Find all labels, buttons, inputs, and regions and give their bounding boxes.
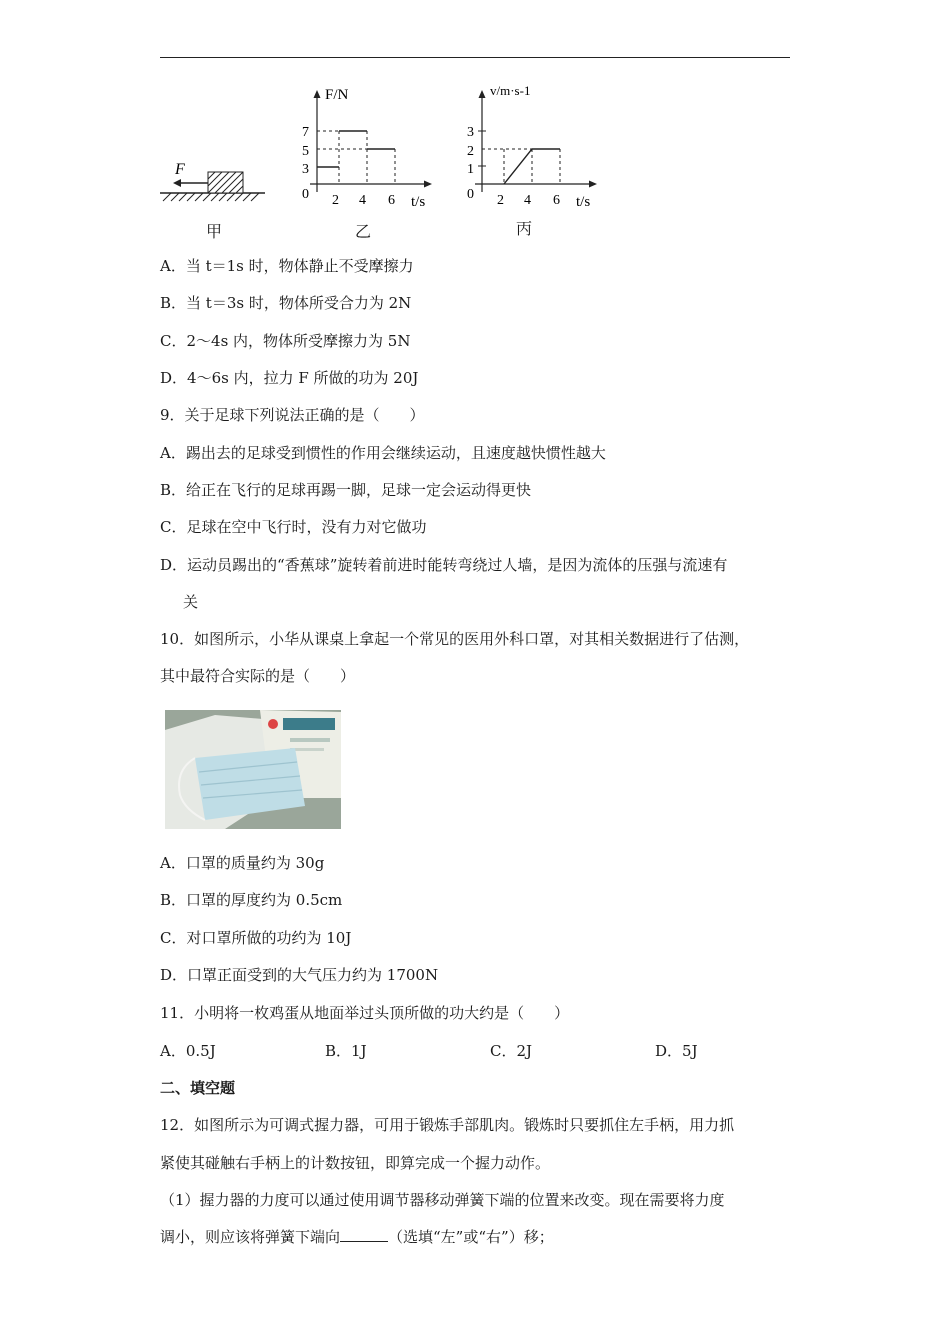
answer-blank[interactable]	[340, 1227, 388, 1242]
q11-option-c: C．2J	[490, 1042, 533, 1060]
q8-option-a: A．当 t＝1s 时，物体静止不受摩擦力	[160, 257, 414, 275]
caption-bing: 丙	[516, 219, 533, 238]
q9-option-a: A．踢出去的足球受到惯性的作用会继续运动，且速度越快惯性越大	[160, 444, 606, 462]
q12-stem: 12．如图所示为可调式握力器，可用于锻炼手部肌肉。锻炼时只要抓住左手柄，用力抓	[160, 1116, 735, 1134]
header-rule	[160, 57, 790, 58]
bing-y-axis-label: v/m·s-1	[490, 83, 531, 98]
yi-y-axis-label: F/N	[325, 87, 349, 103]
q12-part1-text-after: （选填“左”或“右”）移；	[388, 1228, 554, 1246]
figure-bing	[460, 80, 610, 215]
q9-option-b: B．给正在飞行的足球再踢一脚，足球一定会运动得更快	[160, 481, 532, 499]
yi-y-tick-7: 7	[302, 125, 309, 140]
bing-x-axis-label: t/s	[576, 194, 591, 210]
q9-option-d-cont: 关	[183, 593, 199, 611]
q11-option-b: B．1J	[325, 1042, 367, 1060]
bing-y-tick-2: 2	[467, 144, 474, 159]
yi-x-tick-2: 2	[332, 193, 339, 208]
figure-jia	[155, 150, 270, 215]
q12-part1-text-before: 调小，则应该将弹簧下端向	[160, 1228, 341, 1246]
yi-x-tick-4: 4	[359, 193, 366, 208]
caption-jia: 甲	[206, 222, 223, 241]
q10-stem-cont: 其中最符合实际的是（ ）	[160, 667, 356, 685]
bing-x-tick-6: 6	[553, 193, 560, 208]
force-label: F	[175, 161, 185, 178]
block	[208, 172, 243, 193]
yi-y-tick-5: 5	[302, 144, 309, 159]
q11-option-a: A．0.5J	[160, 1042, 216, 1060]
yi-y-tick-3: 3	[302, 162, 309, 177]
q11-option-d: D．5J	[655, 1042, 698, 1060]
q8-option-d: D．4～6s 内，拉力 F 所做的功为 20J	[160, 369, 419, 387]
q12-stem-cont: 紧使其碰触右手柄上的计数按钮，即算完成一个握力动作。	[160, 1154, 551, 1172]
q11-stem: 11．小明将一枚鸡蛋从地面举过头顶所做的功大约是（ ）	[160, 1004, 570, 1022]
bing-x-tick-2: 2	[497, 193, 504, 208]
q8-option-c: C．2～4s 内，物体所受摩擦力为 5N	[160, 332, 411, 350]
q10-stem: 10．如图所示，小华从课桌上拿起一个常见的医用外科口罩，对其相关数据进行了估测，	[160, 630, 750, 648]
caption-yi: 乙	[355, 222, 372, 241]
force-arrowhead	[173, 179, 181, 187]
q10-option-d: D．口罩正面受到的大气压力约为 1700N	[160, 966, 439, 984]
q12-part1-cont	[160, 1226, 554, 1248]
ground-hatching	[163, 193, 259, 201]
bing-y-tick-1: 1	[467, 162, 474, 177]
section-title: 二、填空题	[160, 1079, 236, 1097]
bing-x-tick-4: 4	[524, 193, 531, 208]
q9-option-c: C．足球在空中飞行时，没有力对它做功	[160, 518, 427, 536]
q8-option-b: B．当 t＝3s 时，物体所受合力为 2N	[160, 294, 412, 312]
bing-origin: 0	[467, 187, 474, 202]
q9-stem: 9．关于足球下列说法正确的是（ ）	[160, 406, 425, 424]
bing-y-tick-3: 3	[467, 125, 474, 140]
q9-option-d: D．运动员踢出的“香蕉球”旋转着前进时能转弯绕过人墙，是因为流体的压强与流速有	[160, 556, 728, 574]
figure-yi	[295, 80, 440, 215]
yi-x-axis-label: t/s	[411, 194, 426, 210]
q12-part1: （1）握力器的力度可以通过使用调节器移动弹簧下端的位置来改变。现在需要将力度	[160, 1191, 725, 1209]
yi-origin: 0	[302, 187, 309, 202]
mask-photo	[165, 710, 341, 829]
yi-x-tick-6: 6	[388, 193, 395, 208]
q10-option-c: C．对口罩所做的功约为 10J	[160, 929, 352, 947]
q10-option-a: A．口罩的质量约为 30g	[160, 854, 325, 872]
q10-option-b: B．口罩的厚度约为 0.5cm	[160, 891, 343, 909]
bing-velocity-line	[504, 149, 560, 184]
